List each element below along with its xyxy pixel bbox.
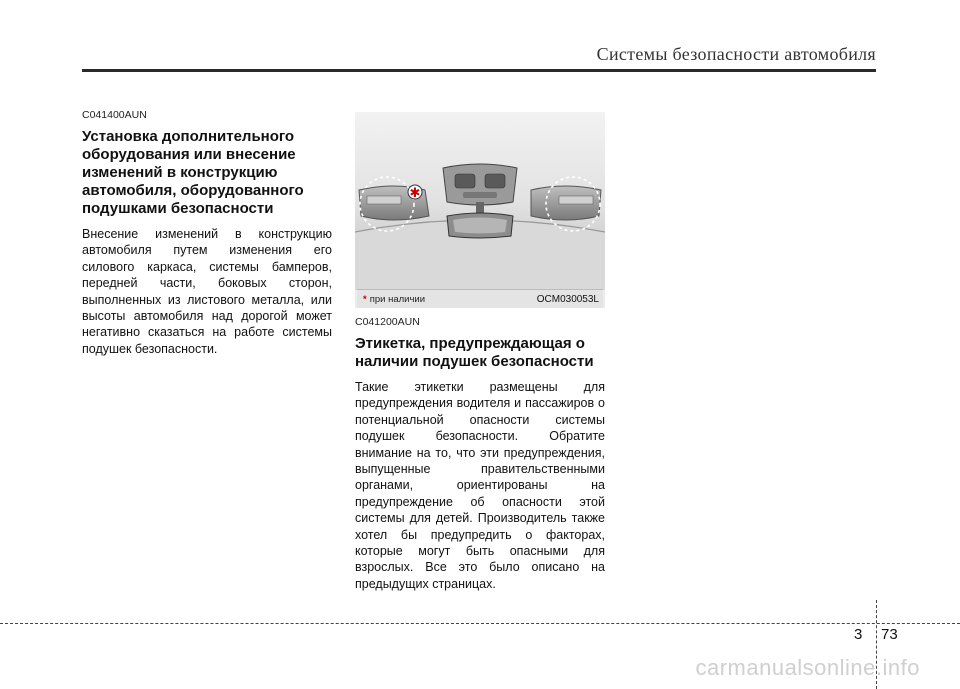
- page-header-title: Системы безопасности автомобиля: [596, 44, 876, 64]
- figure-caption-bar: [357, 289, 603, 308]
- header-rule: [82, 69, 876, 72]
- section-code: C041200AUN: [355, 316, 420, 328]
- section-heading: Установка дополнительного оборудования или внесение изменений в конструкцию автомобиля, оборудованного подушками безопасности: [82, 128, 304, 217]
- airbag-label-figure: [355, 112, 605, 308]
- chapter-number: 3: [854, 626, 863, 643]
- section-additional-equipment: [82, 109, 332, 357]
- section-code: C041400AUN: [82, 109, 147, 121]
- svg-text:✱: ✱: [409, 186, 421, 201]
- car-interior-illustration: [355, 112, 605, 308]
- figure-note-text: при наличии: [369, 293, 426, 305]
- asterisk-icon: *: [363, 293, 367, 305]
- section-body: Такие этикетки размещены для предупреждения водителя и пассажиров о потенциальной опасности системы подушек безопасности. Обратите внимание на то, что эти предупреждения, выпущенные правительственными органами, ориентированы на предупреждение об опасности этой системы для детей. Производитель также хотел бы предупредить о факторах, которые могут быть опасными для взрослых. Все это было описано на предыдущих страницах.: [355, 380, 605, 591]
- section-heading: Этикетка, предупреждающая о наличии подушек безопасности: [355, 335, 594, 370]
- footer-dashed-rule: [0, 623, 960, 624]
- section-body: Внесение изменений в конструкцию автомобиля путем изменения его силового каркаса, системы бамперов, передней части, боковых сторон, выполненных из листового металла, или высоты автомобиля над дорогой может негативно сказаться на работе системы подушек безопасности.: [82, 227, 332, 356]
- page-number: 73: [881, 626, 898, 643]
- figure-note: [357, 294, 425, 305]
- watermark: carmanualsonline.info: [695, 655, 920, 680]
- section-airbag-warning-label: [355, 316, 605, 592]
- star-marker-icon: [408, 185, 422, 201]
- figure-code: OCM030053L: [536, 293, 599, 305]
